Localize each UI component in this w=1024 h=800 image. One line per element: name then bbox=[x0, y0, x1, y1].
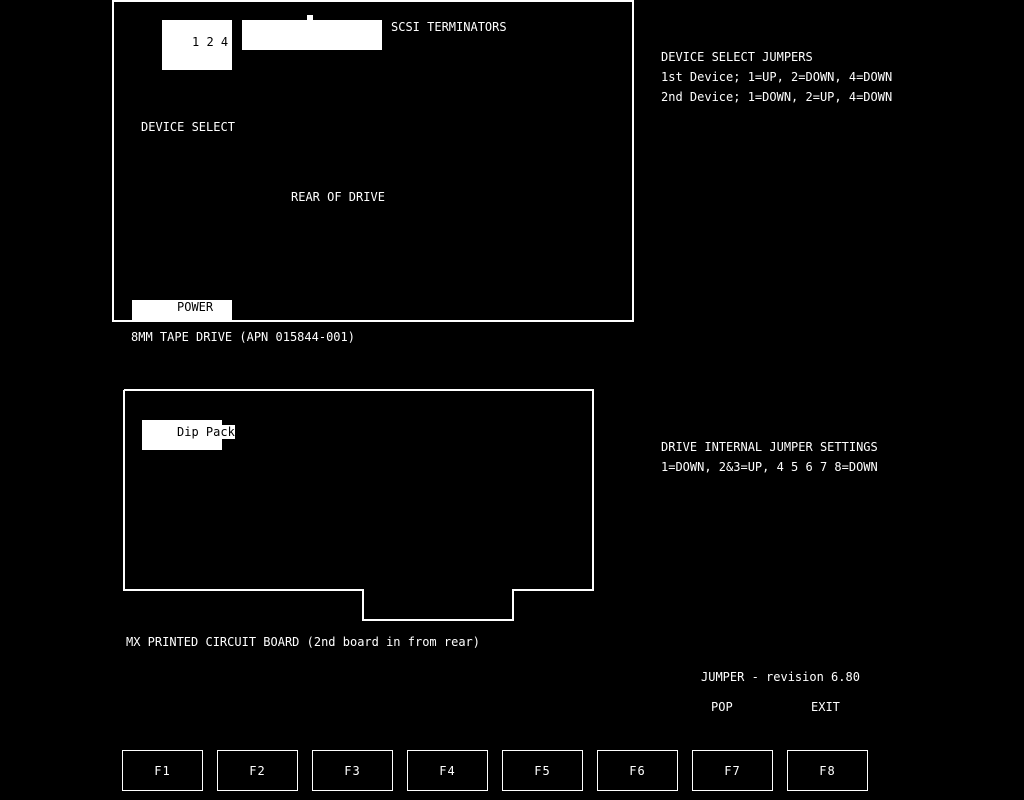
f2-key[interactable]: F2 bbox=[217, 750, 298, 791]
device-select-jumpers-line1: 1st Device; 1=UP, 2=DOWN, 4=DOWN bbox=[661, 70, 893, 84]
drive-internal-jumpers-title: DRIVE INTERNAL JUMPER SETTINGS bbox=[661, 440, 878, 454]
f6-key[interactable]: F6 bbox=[597, 750, 678, 791]
f5-key[interactable]: F5 bbox=[502, 750, 583, 791]
rear-of-drive-label: REAR OF DRIVE bbox=[291, 190, 385, 204]
f7-key[interactable]: F7 bbox=[692, 750, 773, 791]
dip-pack-label: Dip Pack bbox=[177, 425, 235, 439]
scsi-terminators-label: SCSI TERMINATORS bbox=[391, 20, 507, 34]
power-label: POWER bbox=[177, 300, 214, 314]
circuit-board-caption: MX PRINTED CIRCUIT BOARD (2nd board in from rear) bbox=[126, 635, 481, 649]
exit-button[interactable]: EXIT bbox=[811, 700, 840, 714]
f1-key[interactable]: F1 bbox=[122, 750, 203, 791]
f8-key[interactable]: F8 bbox=[787, 750, 868, 791]
pop-button[interactable]: POP bbox=[711, 700, 733, 714]
f4-key[interactable]: F4 bbox=[407, 750, 488, 791]
app-title: JUMPER - revision 6.80 bbox=[701, 670, 860, 684]
tape-drive-caption: 8MM TAPE DRIVE (APN 015844-001) bbox=[131, 330, 355, 344]
drive-internal-jumpers-line1: 1=DOWN, 2&3=UP, 4 5 6 7 8=DOWN bbox=[661, 460, 878, 474]
device-select-jumpers-line2: 2nd Device; 1=DOWN, 2=UP, 4=DOWN bbox=[661, 90, 893, 104]
jumper-numbers-label: 1 2 4 bbox=[192, 35, 229, 49]
device-select-label: DEVICE SELECT bbox=[141, 120, 235, 134]
f3-key[interactable]: F3 bbox=[312, 750, 393, 791]
device-select-jumpers-title: DEVICE SELECT JUMPERS bbox=[661, 50, 813, 64]
